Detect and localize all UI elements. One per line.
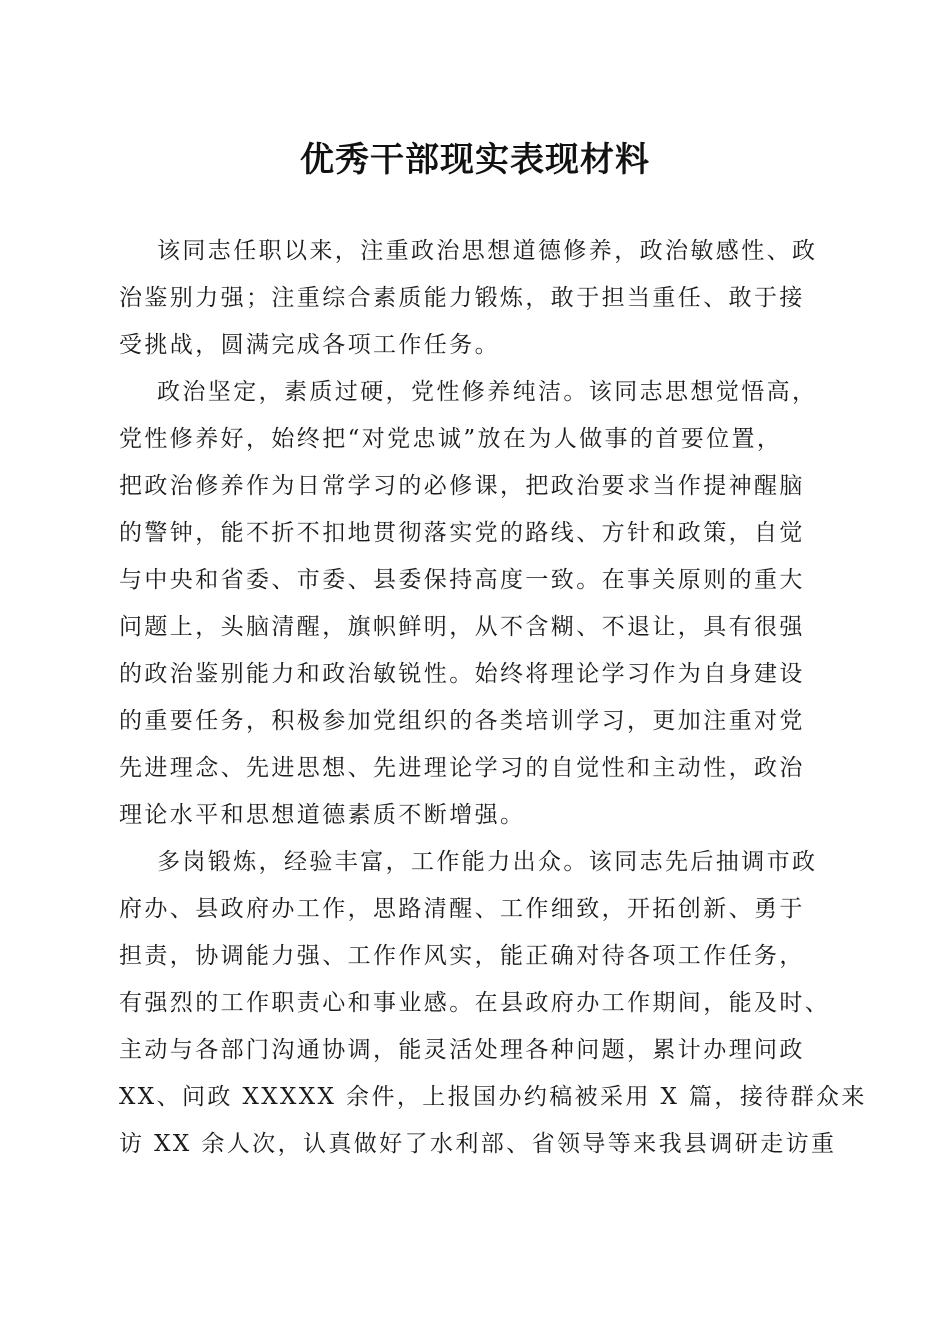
paragraph-1-line-1: 该同志任职以来，注重政治思想道德修养，政治敏感性、政 (157, 238, 818, 264)
paragraph-2-line-6: 问题上，头脑清醒，旗帜鲜明，从不含糊、不退让，具有很强 (119, 614, 805, 640)
paragraph-3-line-5: 主动与各部门沟通协调，能灵活处理各种问题，累计办理问政 (119, 1037, 805, 1063)
document-body (119, 228, 867, 1168)
paragraph-1-line-2: 治鉴别力强；注重综合素质能力锻炼，敢于担当重任、敢于接 (119, 285, 805, 311)
paragraph-2-line-4: 的警钟，能不折不扣地贯彻落实党的路线、方针和政策，自觉 (119, 520, 805, 546)
document-title: 优秀干部现实表现材料 (300, 140, 650, 180)
paragraph-2-line-8: 的重要任务，积极参加党组织的各类培训学习，更加注重对党 (119, 708, 805, 734)
paragraph-1-line-3: 受挑战，圆满完成各项工作任务。 (119, 332, 500, 358)
paragraph-3-line-7: 访 XX 余人次，认真做好了水利部、省领导等来我县调研走访重 (119, 1131, 837, 1157)
paragraph-2-line-10: 理论水平和思想道德素质不断增强。 (119, 802, 526, 828)
paragraph-2-line-7: 的政治鉴别能力和政治敏锐性。始终将理论学习作为自身建设 (119, 661, 805, 687)
paragraph-2-line-2: 党性修养好，始终把“对党忠诚”放在为人做事的首要位置， (119, 426, 783, 452)
paragraph-3-line-2: 府办、县政府办工作，思路清醒、工作细致，开拓创新、勇于 (119, 896, 805, 922)
paragraph-3-line-1: 多岗锻炼，经验丰富，工作能力出众。该同志先后抽调市政 (157, 849, 818, 875)
paragraph-3-line-4: 有强烈的工作职责心和事业感。在县政府办工作期间，能及时、 (119, 990, 831, 1016)
paragraph-2-line-1: 政治坚定，素质过硬，党性修养纯洁。该同志思想觉悟高， (157, 379, 818, 405)
paragraph-2-line-3: 把政治修养作为日常学习的必修课，把政治要求当作提神醒脑 (119, 473, 805, 499)
paragraph-3-line-3: 担责，协调能力强、工作作风实，能正确对待各项工作任务， (119, 943, 805, 969)
paragraph-3-line-6: XX、问政 XXXXX 余件，上报国办约稿被采用 X 篇，接待群众来 (119, 1084, 867, 1110)
paragraph-2-line-5: 与中央和省委、市委、县委保持高度一致。在事关原则的重大 (119, 567, 805, 593)
paragraph-2-line-9: 先进理念、先进思想、先进理论学习的自觉性和主动性，政治 (119, 755, 805, 781)
